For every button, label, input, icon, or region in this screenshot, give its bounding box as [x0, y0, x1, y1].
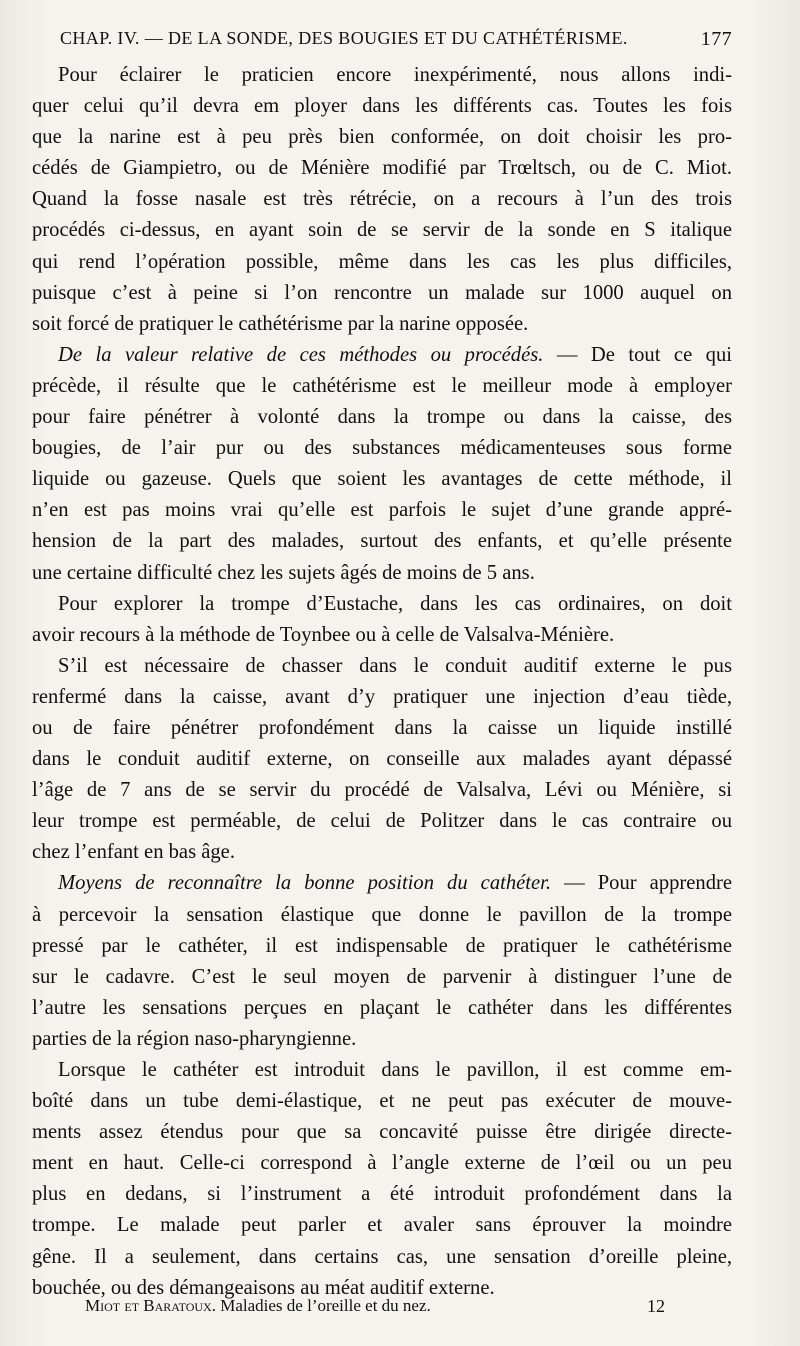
- text-line: pressé par le cathéter, il est indispensable de pratiquer le cathétérisme: [32, 934, 732, 957]
- text-line: gêne. Il a seulement, dans certains cas, une sensation d’oreille pleine,: [32, 1245, 732, 1268]
- paragraph: [32, 1055, 732, 1304]
- text-line: Quand la fosse nasale est très rétrécie, on a recours à l’un des trois: [32, 188, 732, 211]
- page-number: 177: [700, 28, 732, 50]
- footer-authors: Miot et Baratoux.: [85, 1296, 216, 1315]
- text-line: [32, 340, 732, 371]
- text-line: avoir recours à la méthode de Toynbee ou à celle de Valsalva-Ménière.: [32, 623, 615, 646]
- text-line: Pour explorer la trompe d’Eustache, dans les cas ordinaires, on doit: [58, 592, 732, 615]
- text-line: puisque c’est à peine si l’on rencontre un malade sur 1000 auquel on: [32, 281, 732, 304]
- signature-mark: 12: [647, 1296, 665, 1316]
- text-line: ou de faire pénétrer profondément dans la caisse un liquide instillé: [32, 716, 732, 739]
- text-line: soit forcé de pratiquer le cathétérisme par la narine opposée.: [32, 312, 529, 335]
- paragraph: [32, 868, 732, 1055]
- paragraph: [32, 60, 732, 340]
- text-line: bouchée, ou des démangeaisons au méat auditif externe.: [32, 1276, 495, 1299]
- text-line: boîté dans un tube demi-élastique, et ne peut pas exécuter de mouve-: [32, 1090, 732, 1113]
- page-body: [32, 60, 732, 1304]
- text-line: cédés de Giampietro, ou de Ménière modifié par Trœltsch, ou de C. Miot.: [32, 157, 732, 180]
- text-line: renfermé dans la caisse, avant d’y pratiquer une injection d’eau tiède,: [32, 685, 732, 708]
- text-line: chez l’enfant en bas âge.: [32, 841, 235, 864]
- text-line: pour faire pénétrer à volonté dans la trompe ou dans la caisse, des: [32, 406, 732, 429]
- text-line: qui rend l’opération possible, même dans les cas les plus difficiles,: [32, 250, 732, 273]
- text-line: dans le conduit auditif externe, on conseille aux malades ayant dépassé: [32, 748, 732, 771]
- page-footer: [85, 1296, 665, 1320]
- text-run: — De tout ce qui: [543, 343, 732, 366]
- text-line: hension de la part des malades, surtout des enfants, et qu’elle présente: [32, 530, 732, 553]
- text-line: une certaine difficulté chez les sujets âgés de moins de 5 ans.: [32, 561, 535, 584]
- text-line: quer celui qu’il devra em ployer dans les différents cas. Toutes les fois: [32, 95, 732, 118]
- text-line: à percevoir la sensation élastique que donne le pavillon de la trompe: [32, 903, 732, 926]
- section-heading: Moyens de reconnaître la bonne position du cathéter.: [58, 872, 552, 895]
- section-heading: De la valeur relative de ces méthodes ou procédés.: [58, 343, 544, 366]
- text-line: S’il est nécessaire de chasser dans le conduit auditif externe le pus: [58, 654, 732, 677]
- text-line: l’autre les sensations perçues en plaçant le cathéter dans les différentes: [32, 996, 732, 1019]
- text-line: bougies, de l’air pur ou des substances médicamenteuses sous forme: [32, 437, 732, 460]
- text-line: trompe. Le malade peut parler et avaler sans éprouver la moindre: [32, 1214, 732, 1237]
- text-line: [32, 868, 732, 899]
- text-line: leur trompe est perméable, de celui de Politzer dans le cas contraire ou: [32, 810, 732, 833]
- text-line: l’âge de 7 ans de se servir du procédé de Valsalva, Lévi ou Ménière, si: [32, 779, 732, 802]
- text-line: sur le cadavre. C’est le seul moyen de parvenir à distinguer l’une de: [32, 965, 732, 988]
- text-line: ment en haut. Celle-ci correspond à l’angle externe de l’œil ou un peu: [32, 1152, 732, 1175]
- text-line: procédés ci-dessus, en ayant soin de se servir de la sonde en S italique: [32, 219, 732, 242]
- text-line: liquide ou gazeuse. Quels que soient les avantages de cette méthode, il: [32, 468, 732, 491]
- text-line: parties de la région naso-pharyngienne.: [32, 1027, 357, 1050]
- footer-citation: [85, 1296, 431, 1316]
- paragraph: [32, 589, 732, 651]
- footer-title: Maladies de l’oreille et du nez.: [220, 1296, 431, 1315]
- text-line: Pour éclairer le praticien encore inexpérimenté, nous allons indi-: [58, 64, 732, 86]
- running-title: CHAP. IV. — DE LA SONDE, DES BOUGIES ET DU CATHÉTÉRISME.: [60, 28, 628, 48]
- text-line: que la narine est à peu près bien conformée, on doit choisir les pro-: [32, 126, 732, 149]
- text-line: ments assez étendus pour que sa concavité puisse être dirigée directe-: [32, 1121, 732, 1144]
- text-line: précède, il résulte que le cathétérisme est le meilleur mode à employer: [32, 374, 732, 397]
- paragraph: [32, 340, 732, 589]
- text-line: n’en est pas moins vrai qu’elle est parfois le sujet d’une grande appré-: [32, 499, 732, 522]
- text-line: plus en dedans, si l’instrument a été introduit profondément dans la: [32, 1183, 732, 1206]
- text-run: — Pour apprendre: [551, 872, 732, 895]
- text-line: Lorsque le cathéter est introduit dans le pavillon, il est comme em-: [58, 1059, 732, 1081]
- running-header: [60, 28, 732, 54]
- paragraph: [32, 651, 732, 869]
